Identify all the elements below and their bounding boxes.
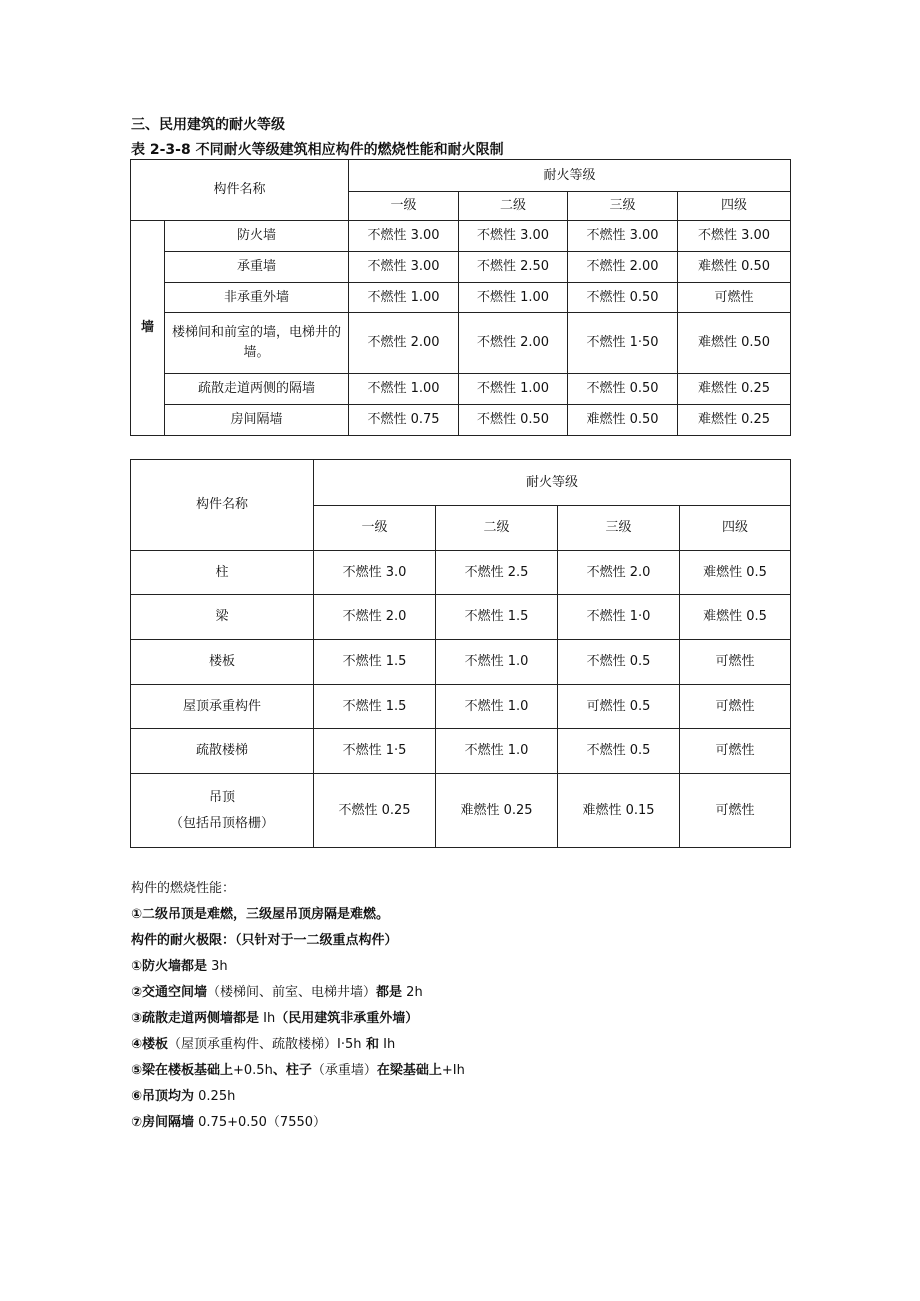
t1-cell: 难燃性 0.25 <box>678 374 791 405</box>
t1-cell: 不燃性 0.75 <box>349 405 459 436</box>
section-title: 三、民用建筑的耐火等级 <box>131 117 285 133</box>
t1-row-name: 防火墙 <box>165 221 349 252</box>
note-firewall: ①防火墙都是 3h <box>131 959 228 974</box>
t1-cell: 不燃性 2.00 <box>568 252 678 283</box>
t1-grade-4: 四级 <box>678 192 791 221</box>
t1-cell: 不燃性 2.00 <box>459 313 568 374</box>
t1-row-name: 楼梯间和前室的墙，电梯井的墙。 <box>165 313 349 374</box>
note-limit-heading: 构件的耐火极限：（只针对于一二级重点构件） <box>131 933 398 948</box>
t1-cell: 不燃性 0.50 <box>459 405 568 436</box>
t1-header-name: 构件名称 <box>131 160 349 221</box>
t2-row-name: 梁 <box>131 595 314 640</box>
t1-cell: 难燃性 0.50 <box>678 252 791 283</box>
t2-header-grade: 耐火等级 <box>314 460 791 506</box>
t2-grade-4: 四级 <box>680 506 791 551</box>
t1-cell: 不燃性 1.00 <box>459 374 568 405</box>
t2-cell: 不燃性 1·5 <box>314 729 436 774</box>
t1-row-name: 非承重外墙 <box>165 283 349 313</box>
t2-cell: 不燃性 1.0 <box>436 729 558 774</box>
t2-cell: 不燃性 0.5 <box>558 640 680 685</box>
t1-cell: 不燃性 3.00 <box>678 221 791 252</box>
t1-group-wall: 墙 <box>131 221 165 436</box>
t2-cell: 难燃性 0.25 <box>436 774 558 848</box>
t2-cell: 不燃性 1·0 <box>558 595 680 640</box>
note-room-partition: ⑦房间隔墙 0.75+0.50（7550） <box>131 1115 327 1130</box>
note-traffic-wall: ②交通空间墙（楼梯间、前室、电梯井墙）都是 2h <box>131 985 423 1000</box>
t1-cell: 不燃性 1.00 <box>349 374 459 405</box>
t2-grade-2: 二级 <box>436 506 558 551</box>
t2-cell: 可燃性 <box>680 685 791 729</box>
t2-grade-3: 三级 <box>558 506 680 551</box>
t2-row-name: 屋顶承重构件 <box>131 685 314 729</box>
t1-cell: 不燃性 3.00 <box>459 221 568 252</box>
notes <box>131 876 465 1136</box>
t2-cell: 不燃性 1.0 <box>436 640 558 685</box>
t1-grade-3: 三级 <box>568 192 678 221</box>
t2-cell: 不燃性 1.0 <box>436 685 558 729</box>
t2-cell: 可燃性 <box>680 774 791 848</box>
member-fire-rating-table <box>130 459 791 848</box>
t2-row-name-main: 吊顶 <box>208 789 235 805</box>
t1-grade-1: 一级 <box>349 192 459 221</box>
t2-cell: 难燃性 0.5 <box>680 551 791 595</box>
t2-grade-1: 一级 <box>314 506 436 551</box>
t1-header-grade: 耐火等级 <box>349 160 791 192</box>
t1-cell: 不燃性 3.00 <box>349 252 459 283</box>
t2-cell: 不燃性 2.0 <box>558 551 680 595</box>
note-ceiling: ⑥吊顶均为 0.25h <box>131 1089 236 1104</box>
note-1: ①二级吊顶是难燃，三级屋吊顶房隔是难燃。 <box>131 907 390 922</box>
t1-cell: 难燃性 0.25 <box>678 405 791 436</box>
t1-cell: 难燃性 0.50 <box>678 313 791 374</box>
t2-cell: 不燃性 1.5 <box>436 595 558 640</box>
t2-cell: 可燃性 <box>680 640 791 685</box>
table-caption: 表 2-3-8 不同耐火等级建筑相应构件的燃烧性能和耐火限制 <box>131 142 504 158</box>
t1-cell: 不燃性 1.00 <box>349 283 459 313</box>
t2-cell: 不燃性 0.5 <box>558 729 680 774</box>
t1-cell: 难燃性 0.50 <box>568 405 678 436</box>
note-beam-column: ⑤梁在楼板基础上+0.5h、柱子（承重墙）在梁基础上+Ih <box>131 1063 465 1078</box>
t2-cell: 不燃性 1.5 <box>314 640 436 685</box>
t1-cell: 不燃性 3.00 <box>568 221 678 252</box>
t2-cell: 不燃性 2.0 <box>314 595 436 640</box>
t1-row-name: 疏散走道两侧的隔墙 <box>165 374 349 405</box>
note-floor: ④楼板（屋顶承重构件、疏散楼梯）I·5h 和 Ih <box>131 1037 396 1052</box>
wall-fire-rating-table <box>130 159 791 436</box>
t2-cell: 可燃性 0.5 <box>558 685 680 729</box>
t2-cell: 难燃性 0.15 <box>558 774 680 848</box>
t2-cell: 难燃性 0.5 <box>680 595 791 640</box>
t2-row-name-sub: （包括吊顶格栅） <box>169 815 274 831</box>
t1-cell: 可燃性 <box>678 283 791 313</box>
t2-cell: 可燃性 <box>680 729 791 774</box>
t2-row-name: 楼板 <box>131 640 314 685</box>
t2-cell: 不燃性 3.0 <box>314 551 436 595</box>
t1-cell: 不燃性 1·50 <box>568 313 678 374</box>
t1-grade-2: 二级 <box>459 192 568 221</box>
t2-row-name <box>131 774 314 848</box>
t1-cell: 不燃性 3.00 <box>349 221 459 252</box>
t2-cell: 不燃性 0.25 <box>314 774 436 848</box>
t2-row-name: 柱 <box>131 551 314 595</box>
note-combustion-heading: 构件的燃烧性能： <box>131 881 236 896</box>
t1-cell: 不燃性 2.50 <box>459 252 568 283</box>
t1-row-name: 承重墙 <box>165 252 349 283</box>
t1-cell: 不燃性 0.50 <box>568 283 678 313</box>
t1-cell: 不燃性 1.00 <box>459 283 568 313</box>
note-corridor-wall: ③疏散走道两侧墙都是 Ih（民用建筑非承重外墙） <box>131 1011 419 1026</box>
t1-row-name: 房间隔墙 <box>165 405 349 436</box>
t2-header-name: 构件名称 <box>131 460 314 551</box>
t2-cell: 不燃性 2.5 <box>436 551 558 595</box>
t1-cell: 不燃性 2.00 <box>349 313 459 374</box>
t1-cell: 不燃性 0.50 <box>568 374 678 405</box>
t2-cell: 不燃性 1.5 <box>314 685 436 729</box>
t2-row-name: 疏散楼梯 <box>131 729 314 774</box>
